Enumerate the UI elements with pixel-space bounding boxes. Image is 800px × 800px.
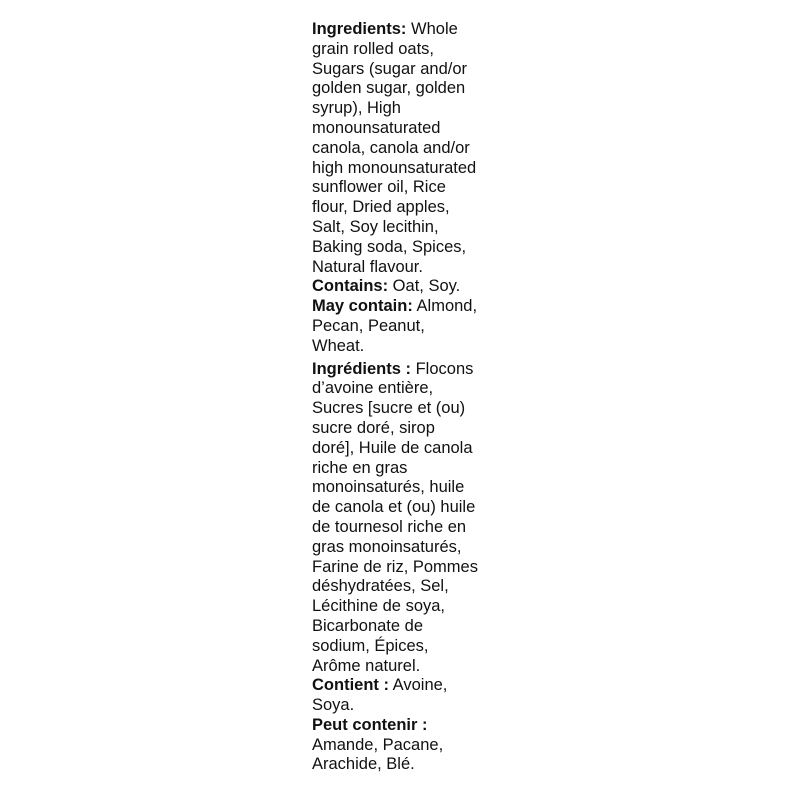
ingredients-line: golden sugar, golden <box>312 79 466 98</box>
may-contain-line: Arachide, Blé. <box>312 755 415 774</box>
contains-heading: Contient : <box>312 676 389 695</box>
contains-line: Soya. <box>312 696 355 715</box>
contains-text: Avoine, <box>388 676 448 695</box>
ingredients-line: sodium, Épices, <box>312 636 429 655</box>
ingredients-text: Whole <box>406 20 458 38</box>
ingredients-line: de canola et (ou) huile <box>312 498 476 517</box>
may-contain-line <box>312 297 502 317</box>
may-contain-line: Amande, Pacane, <box>312 735 444 754</box>
ingredients-line: gras monoinsaturés, <box>312 537 462 556</box>
ingredients-line: sunflower oil, Rice <box>312 178 446 197</box>
ingredients-line: Natural flavour. <box>312 257 423 276</box>
ingredients-line: Sugars (sugar and/or <box>312 59 468 78</box>
contains-line <box>312 676 502 696</box>
ingredients-line: sucre doré, sirop <box>312 418 435 437</box>
ingredients-text: Flocons <box>411 359 474 378</box>
ingredients-line: monounsaturated <box>312 118 441 137</box>
ingredients-line: déshydratées, Sel, <box>312 577 449 596</box>
ingredients-line: doré], Huile de canola <box>312 438 473 457</box>
ingredients-heading: Ingredients: <box>312 20 407 38</box>
ingredients-line: d’avoine entière, <box>312 379 434 398</box>
ingredients-label <box>312 20 502 775</box>
may-contain-heading: Peut contenir : <box>312 715 428 734</box>
ingredients-line: high monounsaturated <box>312 158 477 177</box>
ingredients-line: Salt, Soy lecithin, <box>312 217 439 236</box>
ingredients-line: de tournesol riche en <box>312 517 467 536</box>
contains-text: Oat, Soy. <box>388 277 461 296</box>
ingredients-line: syrup), High <box>312 99 401 118</box>
ingredients-line: riche en gras <box>312 458 408 477</box>
contains-heading: Contains: <box>312 277 389 296</box>
may-contain-line: Wheat. <box>312 336 365 355</box>
ingredients-line: Lécithine de soya, <box>312 597 446 616</box>
ingredients-heading: Ingrédients : <box>312 359 412 378</box>
contains-line <box>312 277 502 297</box>
ingredients-line: Bicarbonate de <box>312 616 423 635</box>
ingredients-line: Farine de riz, Pommes <box>312 557 478 576</box>
ingredients-line: Baking soda, Spices, <box>312 237 467 256</box>
ingredients-line: flour, Dried apples, <box>312 198 450 217</box>
french-ingredients-block <box>312 360 502 776</box>
may-contain-heading: May contain: <box>312 297 413 316</box>
ingredients-line: monoinsaturés, huile <box>312 478 465 497</box>
ingredients-line: Sucres [sucre et (ou) <box>312 399 466 418</box>
ingredients-line <box>312 360 502 380</box>
ingredients-line: Arôme naturel. <box>312 656 421 675</box>
ingredients-line: grain rolled oats, <box>312 39 434 58</box>
may-contain-text: Almond, <box>412 297 478 316</box>
may-contain-line: Pecan, Peanut, <box>312 316 425 335</box>
ingredients-line: canola, canola and/or <box>312 138 470 157</box>
ingredients-line <box>312 20 502 40</box>
english-ingredients-block <box>312 20 502 357</box>
